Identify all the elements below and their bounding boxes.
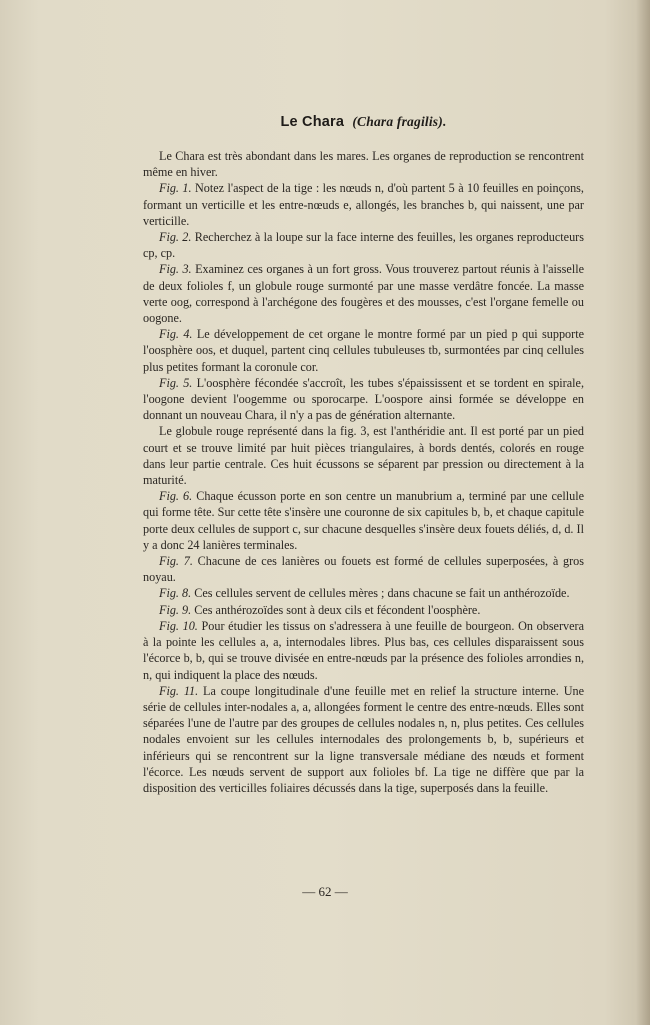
paragraph-text: Chaque écusson porte en son centre un manubrium a, terminé par une cellule qui forme tête. Sur cette tête s'insère une couronne de six capitules b, b, et chaque capitule porte deux cellules de support c, sur chacune desquelles s'insère deux fouets déliés, d, d. Il y a donc 24 lanières terminales. — [143, 489, 584, 552]
paragraph — [143, 585, 584, 601]
paragraph — [143, 553, 584, 585]
paragraph — [143, 261, 584, 326]
paragraph — [143, 618, 584, 683]
paragraph-text: Pour étudier les tissus on s'adressera à une feuille de bourgeon. On observera à la pointe les cellules a, a, internodales libres. Plus bas, ces cellules disparaissent sous l'écorce b, b, qui se trouve divisée en entre-nœuds par la présence des folioles arrondies n, n, qui indiquent la place des nœuds. — [143, 618, 584, 682]
paragraph-text: Ces cellules servent de cellules mères ; dans chacune se fait un anthérozoïde. — [194, 586, 570, 601]
paragraph-text: Le développement de cet organe le montre formé par un pied p qui supporte l'oosphère oos, et duquel, partent cinq cellules tubuleuses tb, surmontées par cinq cellules plus petites formant la coronule cor. — [143, 327, 584, 374]
figure-ref: Fig. 4. — [159, 327, 193, 342]
paragraph — [143, 148, 584, 180]
figure-ref: Fig. 8. — [159, 586, 192, 601]
paragraph-text: Le globule rouge représenté dans la fig. 3, est l'anthéridie ant. Il est porté par un pied court et se trouve limité par huit pièces triangulaires, à bords dentés, colorés en rouge dans leur partie centrale. Ces huit écussons se séparent par pression ou directement à la maturité. — [143, 424, 584, 488]
figure-ref: Fig. 9. — [159, 602, 192, 617]
figure-ref: Fig. 3. — [159, 262, 192, 277]
paragraph — [143, 602, 584, 618]
paragraph — [143, 180, 584, 229]
title-main: Le Chara — [280, 114, 345, 130]
paragraph-text: Chacune de ces lanières ou fouets est formé de cellules superposées, à gros noyau. — [143, 554, 584, 585]
paragraph — [143, 229, 584, 261]
paragraph — [143, 488, 584, 553]
figure-ref: Fig. 7. — [159, 554, 193, 569]
paragraph-text: La coupe longitudinale d'une feuille met en relief la structure interne. Une série de cellules inter-nodales a, a, allongées forment le centre des entre-nœuds. Elles sont séparées l'une de l'autre par des groupes de cellules nodales n, n, plus petites. Ces cellules nodales envoient sur les cellules internodales des prolongements b, b, supérieurs et inférieurs qui se rencontrent sur la ligne transversale médiane des nœuds et forment l'écorce. Les nœuds servent de support aux folioles bf. La tige ne diffère que par la disposition des verticilles foliaires décussés dans la tige, superposés dans la feuille. — [143, 683, 584, 795]
paragraph-text: Ces anthérozoïdes sont à deux cils et fécondent l'oosphère. — [194, 602, 481, 617]
paragraph — [143, 683, 584, 796]
figure-ref: Fig. 11. — [159, 683, 199, 698]
page-title — [143, 114, 584, 130]
figure-ref: Fig. 6. — [159, 489, 193, 504]
paragraph — [143, 375, 584, 424]
title-latin: (Chara fragilis). — [352, 114, 447, 129]
paragraph-text: Examinez ces organes à un fort gross. Vous trouverez partout réunis à l'aisselle de deux folioles f, un globule rouge surmonté par une masse verdâtre foncée. La masse verte oog, correspond à l'archégone des fougères et des mousses, c'est l'organe femelle ou oogone. — [143, 262, 585, 326]
paragraph-text: Le Chara est très abondant dans les mares. Les organes de reproduction se rencontrent même en hiver. — [143, 149, 584, 180]
figure-ref: Fig. 5. — [159, 375, 193, 390]
paragraph-text: Recherchez à la loupe sur la face interne des feuilles, les organes reproducteurs cp, cp. — [143, 230, 584, 261]
paragraph-text: L'oosphère fécondée s'accroît, les tubes s'épaississent et se tordent en spirale, l'oogone devient l'oogemme ou sporocarpe. L'oospore ainsi formée se développe en donnant un nouveau Chara, il n'y a pas de génération alternante. — [143, 375, 584, 423]
paragraph-text: Notez l'aspect de la tige : les nœuds n, d'où partent 5 à 10 feuilles en poinçons, formant un verticille et les entre-nœuds e, allongés, les branches b, qui naissent, une par verticille. — [143, 181, 584, 228]
page-number: — 62 — — [302, 884, 348, 899]
text-block — [143, 114, 584, 796]
paragraph — [143, 326, 584, 375]
page-spine-shadow — [636, 0, 650, 1025]
paragraph — [143, 423, 584, 488]
figure-ref: Fig. 10. — [159, 618, 198, 633]
figure-ref: Fig. 1. — [159, 181, 192, 196]
figure-ref: Fig. 2. — [159, 230, 192, 245]
